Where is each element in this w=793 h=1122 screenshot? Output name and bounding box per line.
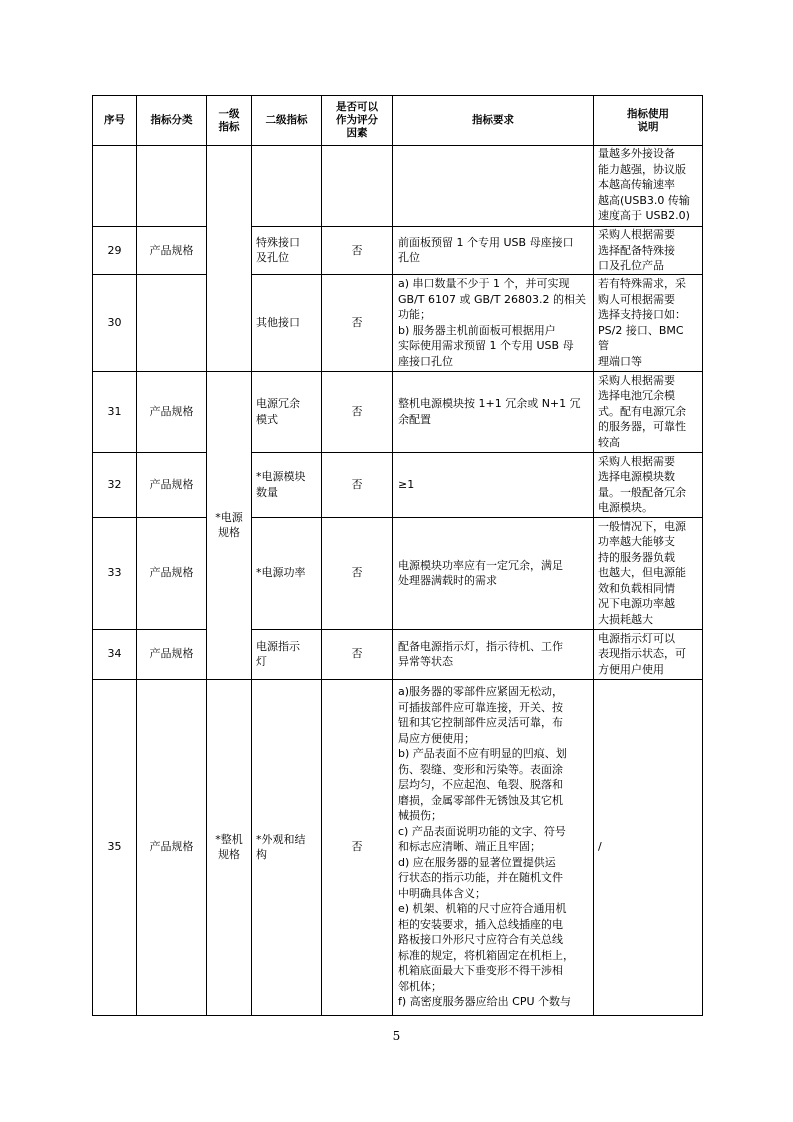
- requirement-cell: [393, 452, 594, 517]
- text-line: d) 应在服务器的显著位置提供运: [398, 855, 556, 869]
- text-line: /: [598, 840, 602, 854]
- note-cell: [594, 274, 703, 371]
- text-line: 电源模块功率应有一定冗余，满足: [398, 558, 563, 572]
- text-line: 柜的安装要求，插入总线插座的电: [398, 917, 563, 931]
- text-line: 一级: [218, 107, 240, 120]
- text-line: a)服务器的零部件应紧固无松动，: [398, 685, 564, 699]
- text-line: 况下电源功率越: [598, 597, 675, 611]
- text-line: 机箱底面最大下垂变形不得干涉相: [398, 964, 563, 978]
- text-line: 处理器满载时的需求: [398, 574, 497, 587]
- seq-cell: 33: [93, 517, 137, 629]
- text-line: 模式: [256, 412, 278, 426]
- text-line: 中明确具体含义；: [398, 886, 486, 900]
- table-row: [93, 452, 703, 517]
- header-level2: 二级指标: [252, 96, 322, 146]
- text-line: 效和负载相同情: [598, 581, 675, 595]
- text-line: 械损伤；: [398, 809, 442, 823]
- seq-cell: [93, 146, 137, 227]
- text-line: 功能；: [398, 308, 431, 321]
- note-cell: [594, 227, 703, 275]
- seq-cell: 29: [93, 227, 137, 275]
- level1-cell: [207, 679, 252, 1015]
- text-line: a) 串口数量不少于 1 个，并可实现: [398, 277, 570, 290]
- level1-cell-power: [207, 371, 252, 679]
- scoring-cell: 否: [322, 679, 393, 1015]
- text-line: 电源指示灯可以: [598, 631, 675, 645]
- table-header-row: [93, 96, 703, 146]
- level2-cell: [252, 371, 322, 452]
- level2-cell: [252, 146, 322, 227]
- requirement-cell: [393, 629, 594, 679]
- text-line: 可插拔部件应可靠连接，开关、按: [398, 700, 563, 714]
- text-line: 较高: [598, 435, 620, 449]
- text-line: 构: [256, 848, 267, 861]
- text-line: 配备电源指示灯，指示待机、工作: [398, 639, 563, 653]
- text-line: 是否可以: [336, 101, 378, 113]
- level2-cell: [252, 452, 322, 517]
- scoring-cell: 否: [322, 227, 393, 275]
- table-row: [93, 274, 703, 371]
- text-line: 量。一般配备冗余: [598, 485, 686, 499]
- text-line: 也越大，但电源能: [598, 566, 686, 580]
- note-cell: [594, 629, 703, 679]
- requirement-cell: [393, 146, 594, 227]
- header-scoring: [322, 96, 393, 146]
- text-line: 磨损，金属零部件无锈蚀及其它机: [398, 793, 563, 807]
- text-line: 局应方便使用；: [398, 731, 475, 745]
- table-row: [93, 629, 703, 679]
- note-cell: [594, 679, 703, 1015]
- text-line: 整机电源模块按 1+1 冗余或 N+1 冗: [398, 397, 581, 410]
- scoring-cell: 否: [322, 517, 393, 629]
- requirement-cell: [393, 227, 594, 275]
- table-row: [93, 227, 703, 275]
- text-line: 口及孔位产品: [598, 259, 664, 272]
- text-line: 电源模块。: [598, 501, 653, 514]
- category-cell: 产品规格: [137, 679, 207, 1015]
- text-line: 电源指示: [256, 639, 300, 653]
- scoring-cell: 否: [322, 452, 393, 517]
- header-note: [594, 96, 703, 146]
- text-line: 规格: [218, 526, 240, 539]
- seq-cell: 32: [93, 452, 137, 517]
- text-line: e) 机架、机箱的尺寸应符合通用机: [398, 902, 567, 916]
- text-line: 大损耗越大: [598, 612, 653, 626]
- category-cell: 产品规格: [137, 517, 207, 629]
- text-line: 采购人根据需要: [598, 228, 675, 241]
- text-line: 座接口孔位: [398, 354, 453, 368]
- text-line: 功率越大能够支: [598, 535, 675, 549]
- text-line: 特殊接口: [256, 235, 300, 249]
- text-line: 规格: [218, 848, 240, 861]
- text-line: *外观和结: [256, 832, 306, 846]
- text-line: PS/2 接口、BMC 管: [598, 323, 684, 352]
- text-line: 式。配有电源冗余: [598, 404, 686, 418]
- text-line: 选择电池冗余模: [598, 389, 675, 403]
- header-requirement: 指标要求: [393, 96, 594, 146]
- text-line: 实际使用需求预留 1 个专用 USB 母: [398, 339, 574, 352]
- level2-cell: [252, 679, 322, 1015]
- text-line: 选择支持接口如：: [598, 308, 686, 321]
- requirement-cell: [393, 679, 594, 1015]
- text-line: 其他接口: [256, 315, 300, 329]
- category-cell: 产品规格: [137, 452, 207, 517]
- category-cell: [137, 274, 207, 371]
- text-line: 行状态的指示功能，并在随机文件: [398, 871, 563, 885]
- header-seq: 序号: [93, 96, 137, 146]
- note-cell: [594, 517, 703, 629]
- text-line: 前面板预留 1 个专用 USB 母座接口: [398, 235, 574, 249]
- text-line: 及孔位: [256, 251, 289, 265]
- seq-cell: 31: [93, 371, 137, 452]
- text-line: 因素: [346, 127, 368, 139]
- level2-cell: [252, 517, 322, 629]
- text-line: 指标: [218, 120, 240, 133]
- text-line: 理端口等: [598, 354, 642, 368]
- requirement-cell: [393, 517, 594, 629]
- text-line: *电源模块: [256, 470, 306, 483]
- table-row: [93, 517, 703, 629]
- text-line: 层均匀，不应起泡、龟裂、脱落和: [398, 778, 563, 792]
- requirement-cell: [393, 274, 594, 371]
- table-row: [93, 146, 703, 227]
- text-line: 路板接口外形尺寸应符合有关总线: [398, 933, 563, 947]
- text-line: c) 产品表面说明功能的文字、符号: [398, 824, 566, 838]
- category-cell: 产品规格: [137, 629, 207, 679]
- text-line: 指标使用: [627, 107, 669, 120]
- category-cell: [137, 146, 207, 227]
- text-line: 方便用户使用: [598, 662, 664, 676]
- header-category: 指标分类: [137, 96, 207, 146]
- text-line: f) 高密度服务器应给出 CPU 个数与: [398, 995, 572, 1009]
- text-line: 作为评分: [336, 114, 378, 126]
- spec-table: [92, 95, 703, 1016]
- text-line: 的服务器，可靠性: [598, 420, 686, 434]
- text-line: 若有特殊需求，采: [598, 277, 686, 290]
- text-line: 表现指示状态，可: [598, 647, 686, 661]
- seq-cell: 34: [93, 629, 137, 679]
- text-line: 标准的规定，将机箱固定在机柜上，: [398, 948, 574, 962]
- text-line: 购人可根据需要: [598, 292, 675, 306]
- table-row: [93, 371, 703, 452]
- table-row: [93, 679, 703, 1015]
- category-cell: 产品规格: [137, 227, 207, 275]
- text-line: *整机: [215, 832, 243, 846]
- text-line: 异常等状态: [398, 655, 453, 668]
- text-line: 采购人根据需要: [598, 454, 675, 468]
- text-line: 量越多外接设备: [598, 147, 675, 160]
- seq-cell: 30: [93, 274, 137, 371]
- text-line: *电源: [215, 510, 243, 524]
- header-level1: [207, 96, 252, 146]
- text-line: GB/T 6107 或 GB/T 26803.2 的相关: [398, 292, 586, 306]
- text-line: b) 产品表面不应有明显的凹痕、划: [398, 747, 567, 761]
- note-cell: [594, 371, 703, 452]
- text-line: ≥1: [398, 477, 415, 491]
- text-line: 数量: [256, 485, 278, 499]
- page-number: 5: [392, 1029, 401, 1043]
- text-line: 灯: [256, 655, 267, 668]
- text-line: 说明: [637, 120, 659, 133]
- note-cell: [594, 146, 703, 227]
- text-line: *电源功率: [256, 566, 306, 580]
- text-line: 孔位: [398, 251, 420, 265]
- text-line: 速度高于 USB2.0): [598, 209, 690, 222]
- level1-cell: [207, 146, 252, 372]
- text-line: 能力越强，协议版: [598, 162, 686, 176]
- scoring-cell: 否: [322, 274, 393, 371]
- text-line: 持的服务器负载: [598, 550, 675, 564]
- scoring-cell: [322, 146, 393, 227]
- seq-cell: 35: [93, 679, 137, 1015]
- text-line: 选择配备特殊接: [598, 243, 675, 257]
- text-line: 本越高传输速率: [598, 178, 675, 191]
- note-cell: [594, 452, 703, 517]
- level2-cell: [252, 227, 322, 275]
- text-line: 余配置: [398, 412, 431, 426]
- level2-cell: [252, 629, 322, 679]
- category-cell: 产品规格: [137, 371, 207, 452]
- scoring-cell: 否: [322, 371, 393, 452]
- text-line: 邻机体；: [398, 979, 442, 993]
- text-line: b) 服务器主机前面板可根据用户: [398, 323, 556, 337]
- text-line: 采购人根据需要: [598, 373, 675, 387]
- level2-cell: [252, 274, 322, 371]
- text-line: 电源冗余: [256, 397, 300, 410]
- text-line: 钮和其它控制部件应灵活可靠，布: [398, 716, 563, 730]
- text-line: 和标志应清晰、端正且牢固；: [398, 840, 541, 854]
- scoring-cell: 否: [322, 629, 393, 679]
- text-line: 伤、裂缝、变形和污染等。表面涂: [398, 762, 563, 776]
- text-line: 一般情况下，电源: [598, 519, 686, 533]
- text-line: 越高(USB3.0 传输: [598, 193, 690, 207]
- requirement-cell: [393, 371, 594, 452]
- text-line: 选择电源模块数: [598, 470, 675, 483]
